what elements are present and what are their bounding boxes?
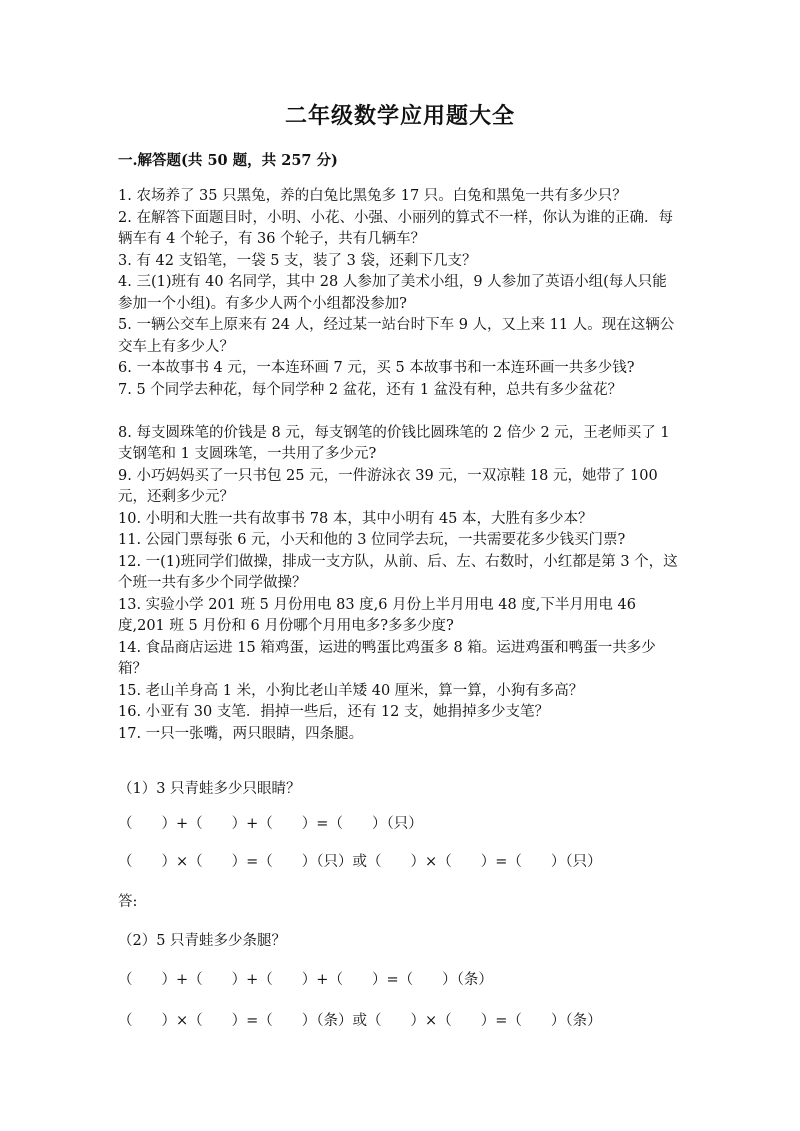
q17-part1-multiplication-blanks: （ ）×（ ）=（ ）（只）或（ ）×（ ）=（ ）（只） <box>118 854 602 870</box>
problem-8: 8. 每支圆珠笔的价钱是 8 元，每支钢笔的价钱比圆珠笔的 2 倍少 2 元，王老师买了 1 支钢笔和 1 支圆珠笔，一共用了多少元? <box>118 424 670 462</box>
q17-part2-addition-blanks: （ ）+（ ）+（ ）+（ ）=（ ）（条） <box>118 972 493 988</box>
blank-gap <box>118 401 678 423</box>
q17-part2-question: （2）5 只青蛙多少条腿？ <box>118 933 287 949</box>
problem-1: 1. 农场养了 35 只黑兔，养的白兔比黑兔多 17 只。白兔和黑兔一共有多少只？ <box>118 188 627 204</box>
problem-11: 11. 公园门票每张 6 元，小天和他的 3 位同学去玩，一共需要花多少钱买门票? <box>118 532 626 548</box>
problem-3: 3. 有 42 支铅笔，一袋 5 支，装了 3 袋，还剩下几支？ <box>118 252 477 269</box>
problem-14: 14. 食品商店运进 15 箱鸡蛋，运进的鸭蛋比鸡蛋多 8 箱。运进鸡蛋和鸭蛋一共多少箱？ <box>118 639 656 677</box>
problem-17: 17. 一只一张嘴，两只眼睛，四条腿。 <box>118 725 364 742</box>
q17-part2-multiplication-blanks: （ ）×（ ）=（ ）（条）或（ ）×（ ）=（ ）（条） <box>118 1013 602 1029</box>
problem-15: 15. 老山羊身高 1 米，小狗比老山羊矮 40 厘米，算一算，小狗有多高？ <box>118 682 584 699</box>
problem-2: 2. 在解答下面题目时，小明、小花、小强、小丽列的算式不一样，你认为谁的正确．每辆车有 4 个轮子，有 36 个轮子，共有几辆车？ <box>118 209 673 247</box>
problem-5: 5. 一辆公交车上原来有 24 人，经过某一站台时下车 9 人，又上来 11 人。现在这辆公交车上有多少人？ <box>118 317 675 355</box>
problem-4: 4. 三(1)班有 40 名同学，其中 28 人参加了美术小组，9 人参加了英语小组(每人只能参加一个小组)。有多少人两个小组都没参加? <box>118 274 667 312</box>
problem-16: 16. 小亚有 30 支笔．捐掉一些后，还有 12 支，她捐掉多少支笔？ <box>118 704 550 720</box>
page-title: 二年级数学应用题大全 <box>284 103 515 129</box>
answer-label: 答: <box>118 894 138 910</box>
problem-12: 12. 一(1)班同学们做操，排成一支方队，从前、后、左、右数时，小红都是第 3 个，这个班一共有多少个同学做操？ <box>118 553 678 591</box>
section-heading: 一.解答题(共 50 题，共 257 分) <box>118 152 338 169</box>
problem-7: 7. 5 个同学去种花，每个同学种 2 盆花，还有 1 盆没有种，总共有多少盆花？ <box>118 381 623 398</box>
q17-part1-question: （1）3 只青蛙多少只眼睛？ <box>118 781 301 797</box>
problem-9: 9. 小巧妈妈买了一只书包 25 元，一件游泳衣 39 元，一双凉鞋 18 元，她带了 100 元，还剩多少元？ <box>118 467 658 505</box>
problem-6: 6. 一本故事书 4 元，一本连环画 7 元，买 5 本故事书和一本连环画一共多少钱? <box>118 360 635 376</box>
problem-10: 10. 小明和大胜一共有故事书 78 本，其中小明有 45 本，大胜有多少本？ <box>118 510 593 527</box>
problem-13: 13. 实验小学 201 班 5 月份用电 83 度,6 月份上半月用电 48 度,下半月用电 46 度,201 班 5 月份和 6 月份哪个月用电多?多多少度? <box>118 596 636 634</box>
problem-list <box>118 186 678 745</box>
q17-part1-addition-blanks: （ ）+（ ）+（ ）=（ ）（只） <box>118 816 423 832</box>
